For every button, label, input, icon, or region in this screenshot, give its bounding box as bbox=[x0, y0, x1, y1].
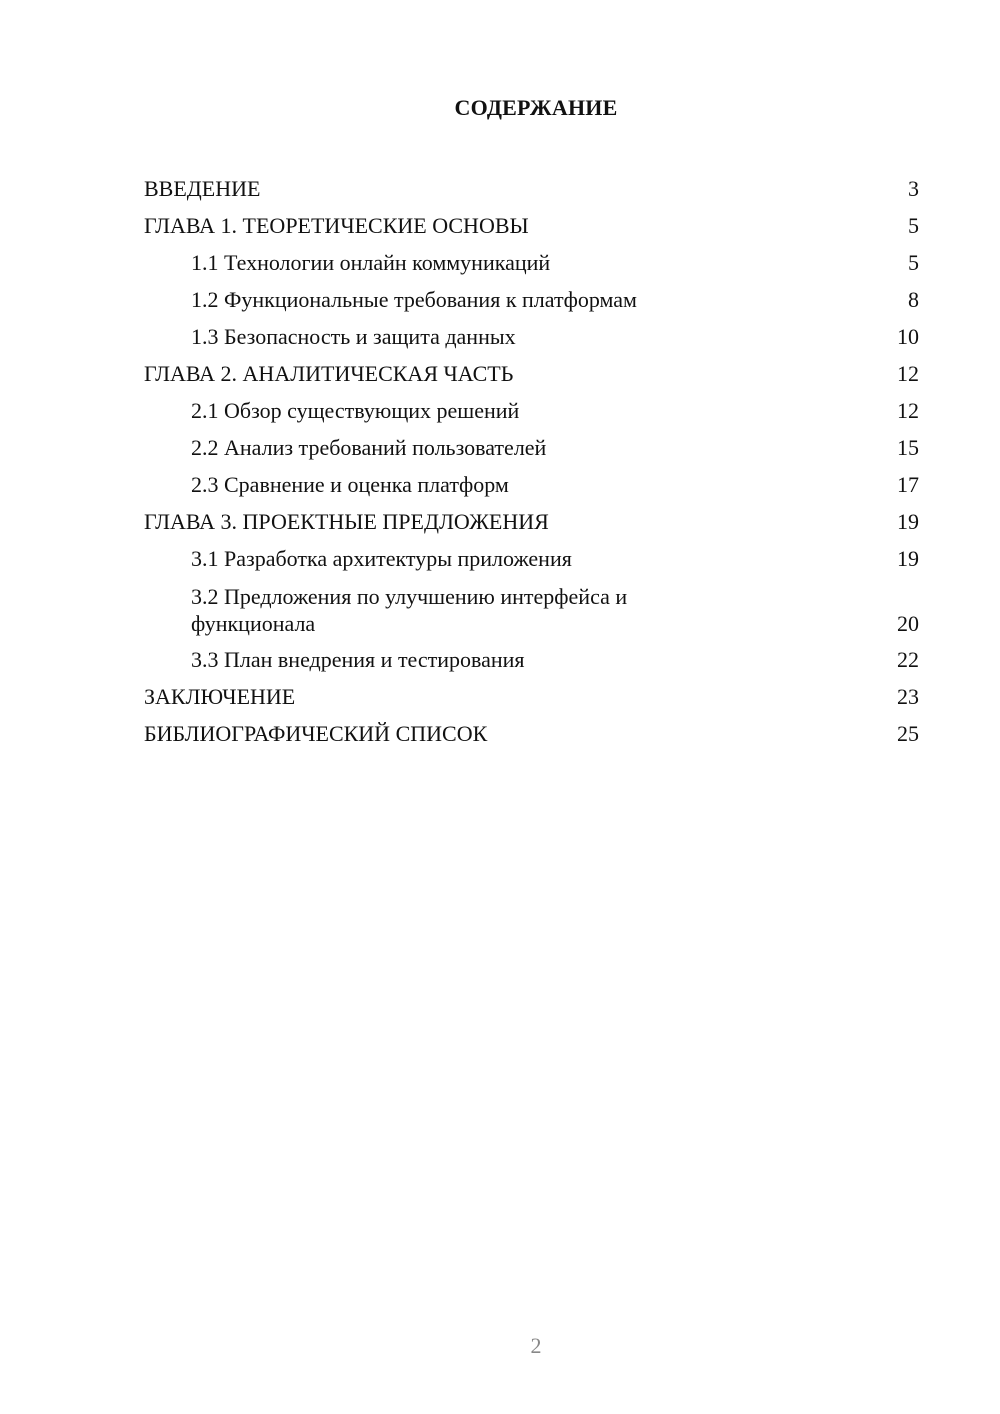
toc-entry-page-number: 15 bbox=[897, 435, 919, 460]
toc-entry-page-number: 23 bbox=[897, 684, 919, 709]
toc-entry-label: 3.3 План внедрения и тестирования bbox=[191, 647, 525, 672]
page-title: СОДЕРЖАНИЕ bbox=[454, 95, 618, 120]
toc-entry-page-number: 5 bbox=[908, 250, 919, 275]
toc-entry-page-number: 25 bbox=[897, 721, 919, 746]
toc-entry-chapter-1[interactable] bbox=[144, 207, 919, 244]
toc-entry-label: 2.2 Анализ требований пользователей bbox=[191, 435, 547, 460]
toc-entry-page-number: 8 bbox=[908, 287, 919, 312]
toc-entry-label: ЗАКЛЮЧЕНИЕ bbox=[144, 684, 296, 709]
toc-entry-section-3-3[interactable] bbox=[144, 641, 919, 678]
toc-entry-label: ГЛАВА 3. ПРОЕКТНЫЕ ПРЕДЛОЖЕНИЯ bbox=[144, 509, 549, 534]
toc-entry-page-number: 19 bbox=[897, 509, 919, 534]
toc-entry-label: ГЛАВА 2. АНАЛИТИЧЕСКАЯ ЧАСТЬ bbox=[144, 361, 514, 386]
toc-entry-label: ВВЕДЕНИЕ bbox=[144, 176, 261, 201]
toc-entry-page-number: 22 bbox=[897, 647, 919, 672]
toc-entry-chapter-3[interactable] bbox=[144, 503, 919, 540]
toc-entry-page-number: 20 bbox=[897, 611, 919, 636]
toc-entry-page-number: 12 bbox=[897, 398, 919, 423]
toc-entry-label: 1.2 Функциональные требования к платформам bbox=[191, 287, 637, 312]
table-of-contents bbox=[144, 170, 919, 752]
toc-entry-label: 1.1 Технологии онлайн коммуникаций bbox=[191, 250, 551, 275]
toc-entry-section-1-2[interactable] bbox=[144, 281, 919, 318]
toc-entry-page-number: 17 bbox=[897, 472, 919, 497]
toc-entry-label: ГЛАВА 1. ТЕОРЕТИЧЕСКИЕ ОСНОВЫ bbox=[144, 213, 529, 238]
toc-entry-label: 3.2 Предложения по улучшению интерфейса и функционала bbox=[191, 584, 628, 636]
page-number: 2 bbox=[530, 1333, 542, 1358]
toc-entry-label: 3.1 Разработка архитектуры приложения bbox=[191, 546, 572, 571]
toc-entry-label: БИБЛИОГРАФИЧЕСКИЙ СПИСОК bbox=[144, 721, 488, 746]
toc-entry-section-1-3[interactable] bbox=[144, 318, 919, 355]
toc-entry-page-number: 3 bbox=[908, 176, 919, 201]
toc-entry-label: 2.1 Обзор существующих решений bbox=[191, 398, 520, 423]
toc-entry-introduction[interactable] bbox=[144, 170, 919, 207]
toc-entry-page-number: 12 bbox=[897, 361, 919, 386]
toc-entry-section-3-1[interactable] bbox=[144, 540, 919, 577]
toc-entry-section-2-1[interactable] bbox=[144, 392, 919, 429]
toc-entry-section-1-1[interactable] bbox=[144, 244, 919, 281]
toc-entry-label: 2.3 Сравнение и оценка платформ bbox=[191, 472, 509, 497]
toc-entry-page-number: 10 bbox=[897, 324, 919, 349]
toc-entry-page-number: 19 bbox=[897, 546, 919, 571]
toc-entry-bibliography[interactable] bbox=[144, 715, 919, 752]
toc-entry-label: 1.3 Безопасность и защита данных bbox=[191, 324, 516, 349]
toc-entry-chapter-2[interactable] bbox=[144, 355, 919, 392]
toc-entry-section-3-2[interactable] bbox=[144, 577, 919, 641]
toc-entry-conclusion[interactable] bbox=[144, 678, 919, 715]
toc-entry-section-2-2[interactable] bbox=[144, 429, 919, 466]
toc-entry-page-number: 5 bbox=[908, 213, 919, 238]
toc-entry-section-2-3[interactable] bbox=[144, 466, 919, 503]
